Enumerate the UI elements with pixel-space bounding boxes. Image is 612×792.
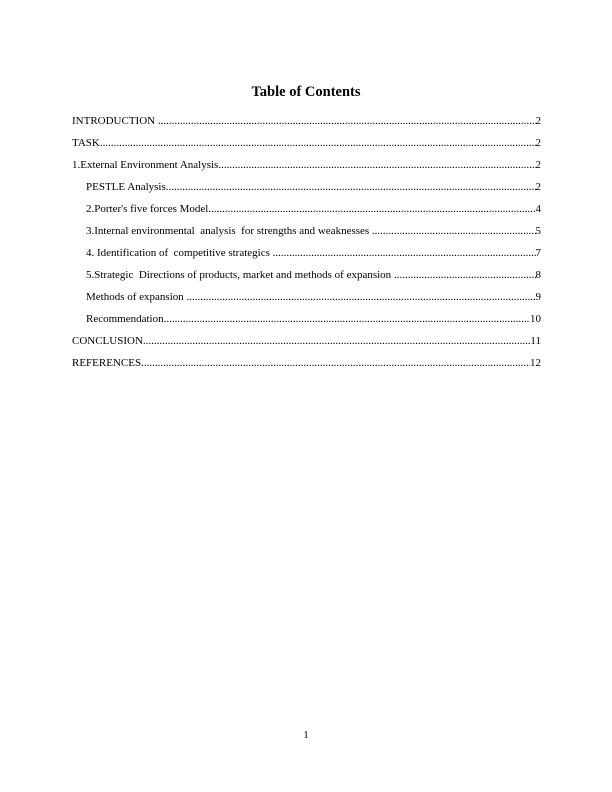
toc-entry-label: 2.Porter's five forces Model xyxy=(86,203,209,215)
toc-title: Table of Contents xyxy=(251,84,361,100)
leader-dots xyxy=(164,312,530,326)
toc-entry-methods-of-expansion[interactable] xyxy=(72,290,541,312)
leader-dots xyxy=(273,246,536,260)
toc-entry-external-environment[interactable] xyxy=(72,158,541,180)
toc-entry-page: 4 xyxy=(535,203,541,215)
toc-entry-page: 7 xyxy=(535,247,541,259)
toc-entry-label: Recommendation xyxy=(86,313,164,325)
toc-entry-page: 11 xyxy=(530,335,541,347)
toc-entry-porters-five-forces[interactable] xyxy=(72,202,541,224)
leader-dots xyxy=(158,114,536,128)
table-of-contents xyxy=(72,114,541,378)
toc-entry-page: 10 xyxy=(530,313,541,325)
toc-entry-task[interactable] xyxy=(72,136,541,158)
toc-entry-label: TASK xyxy=(72,137,100,149)
toc-entry-label: REFERENCES xyxy=(72,357,142,369)
toc-entry-page: 12 xyxy=(530,357,541,369)
toc-entry-label: 3.Internal environmental analysis for strengths and weaknesses xyxy=(86,225,372,237)
toc-entry-introduction[interactable] xyxy=(72,114,541,136)
toc-entry-page: 8 xyxy=(535,269,541,281)
toc-entry-recommendation[interactable] xyxy=(72,312,541,334)
toc-entry-label: 5.Strategic Directions of products, market and methods of expansion xyxy=(86,269,394,281)
toc-entry-conclusion[interactable] xyxy=(72,334,541,356)
toc-entry-page: 2 xyxy=(535,181,541,193)
toc-entry-label: PESTLE Analysis xyxy=(86,181,166,193)
toc-entry-page: 2 xyxy=(535,159,541,171)
leader-dots xyxy=(166,180,536,194)
toc-entry-internal-environment[interactable] xyxy=(72,224,541,246)
leader-dots xyxy=(394,268,536,282)
toc-entry-label: CONCLUSION xyxy=(72,335,143,347)
toc-entry-competitive-strategics[interactable] xyxy=(72,246,541,268)
toc-entry-label: Methods of expansion xyxy=(86,291,187,303)
leader-dots xyxy=(100,136,536,150)
leader-dots xyxy=(208,202,535,216)
leader-dots xyxy=(187,290,536,304)
page-number: 1 xyxy=(303,729,309,741)
toc-entry-page: 2 xyxy=(535,115,541,127)
leader-dots xyxy=(372,224,536,238)
leader-dots xyxy=(218,158,535,172)
leader-dots xyxy=(141,356,530,370)
toc-entry-page: 5 xyxy=(535,225,541,237)
toc-entry-label: INTRODUCTION xyxy=(72,115,158,127)
toc-entry-references[interactable] xyxy=(72,356,541,378)
leader-dots xyxy=(143,334,531,348)
toc-entry-label: 1.External Environment Analysis xyxy=(72,159,219,171)
toc-entry-strategic-directions[interactable] xyxy=(72,268,541,290)
toc-entry-page: 9 xyxy=(535,291,541,303)
toc-entry-label: 4. Identification of competitive strategics xyxy=(86,247,273,259)
toc-entry-pestle[interactable] xyxy=(72,180,541,202)
toc-entry-page: 2 xyxy=(535,137,541,149)
